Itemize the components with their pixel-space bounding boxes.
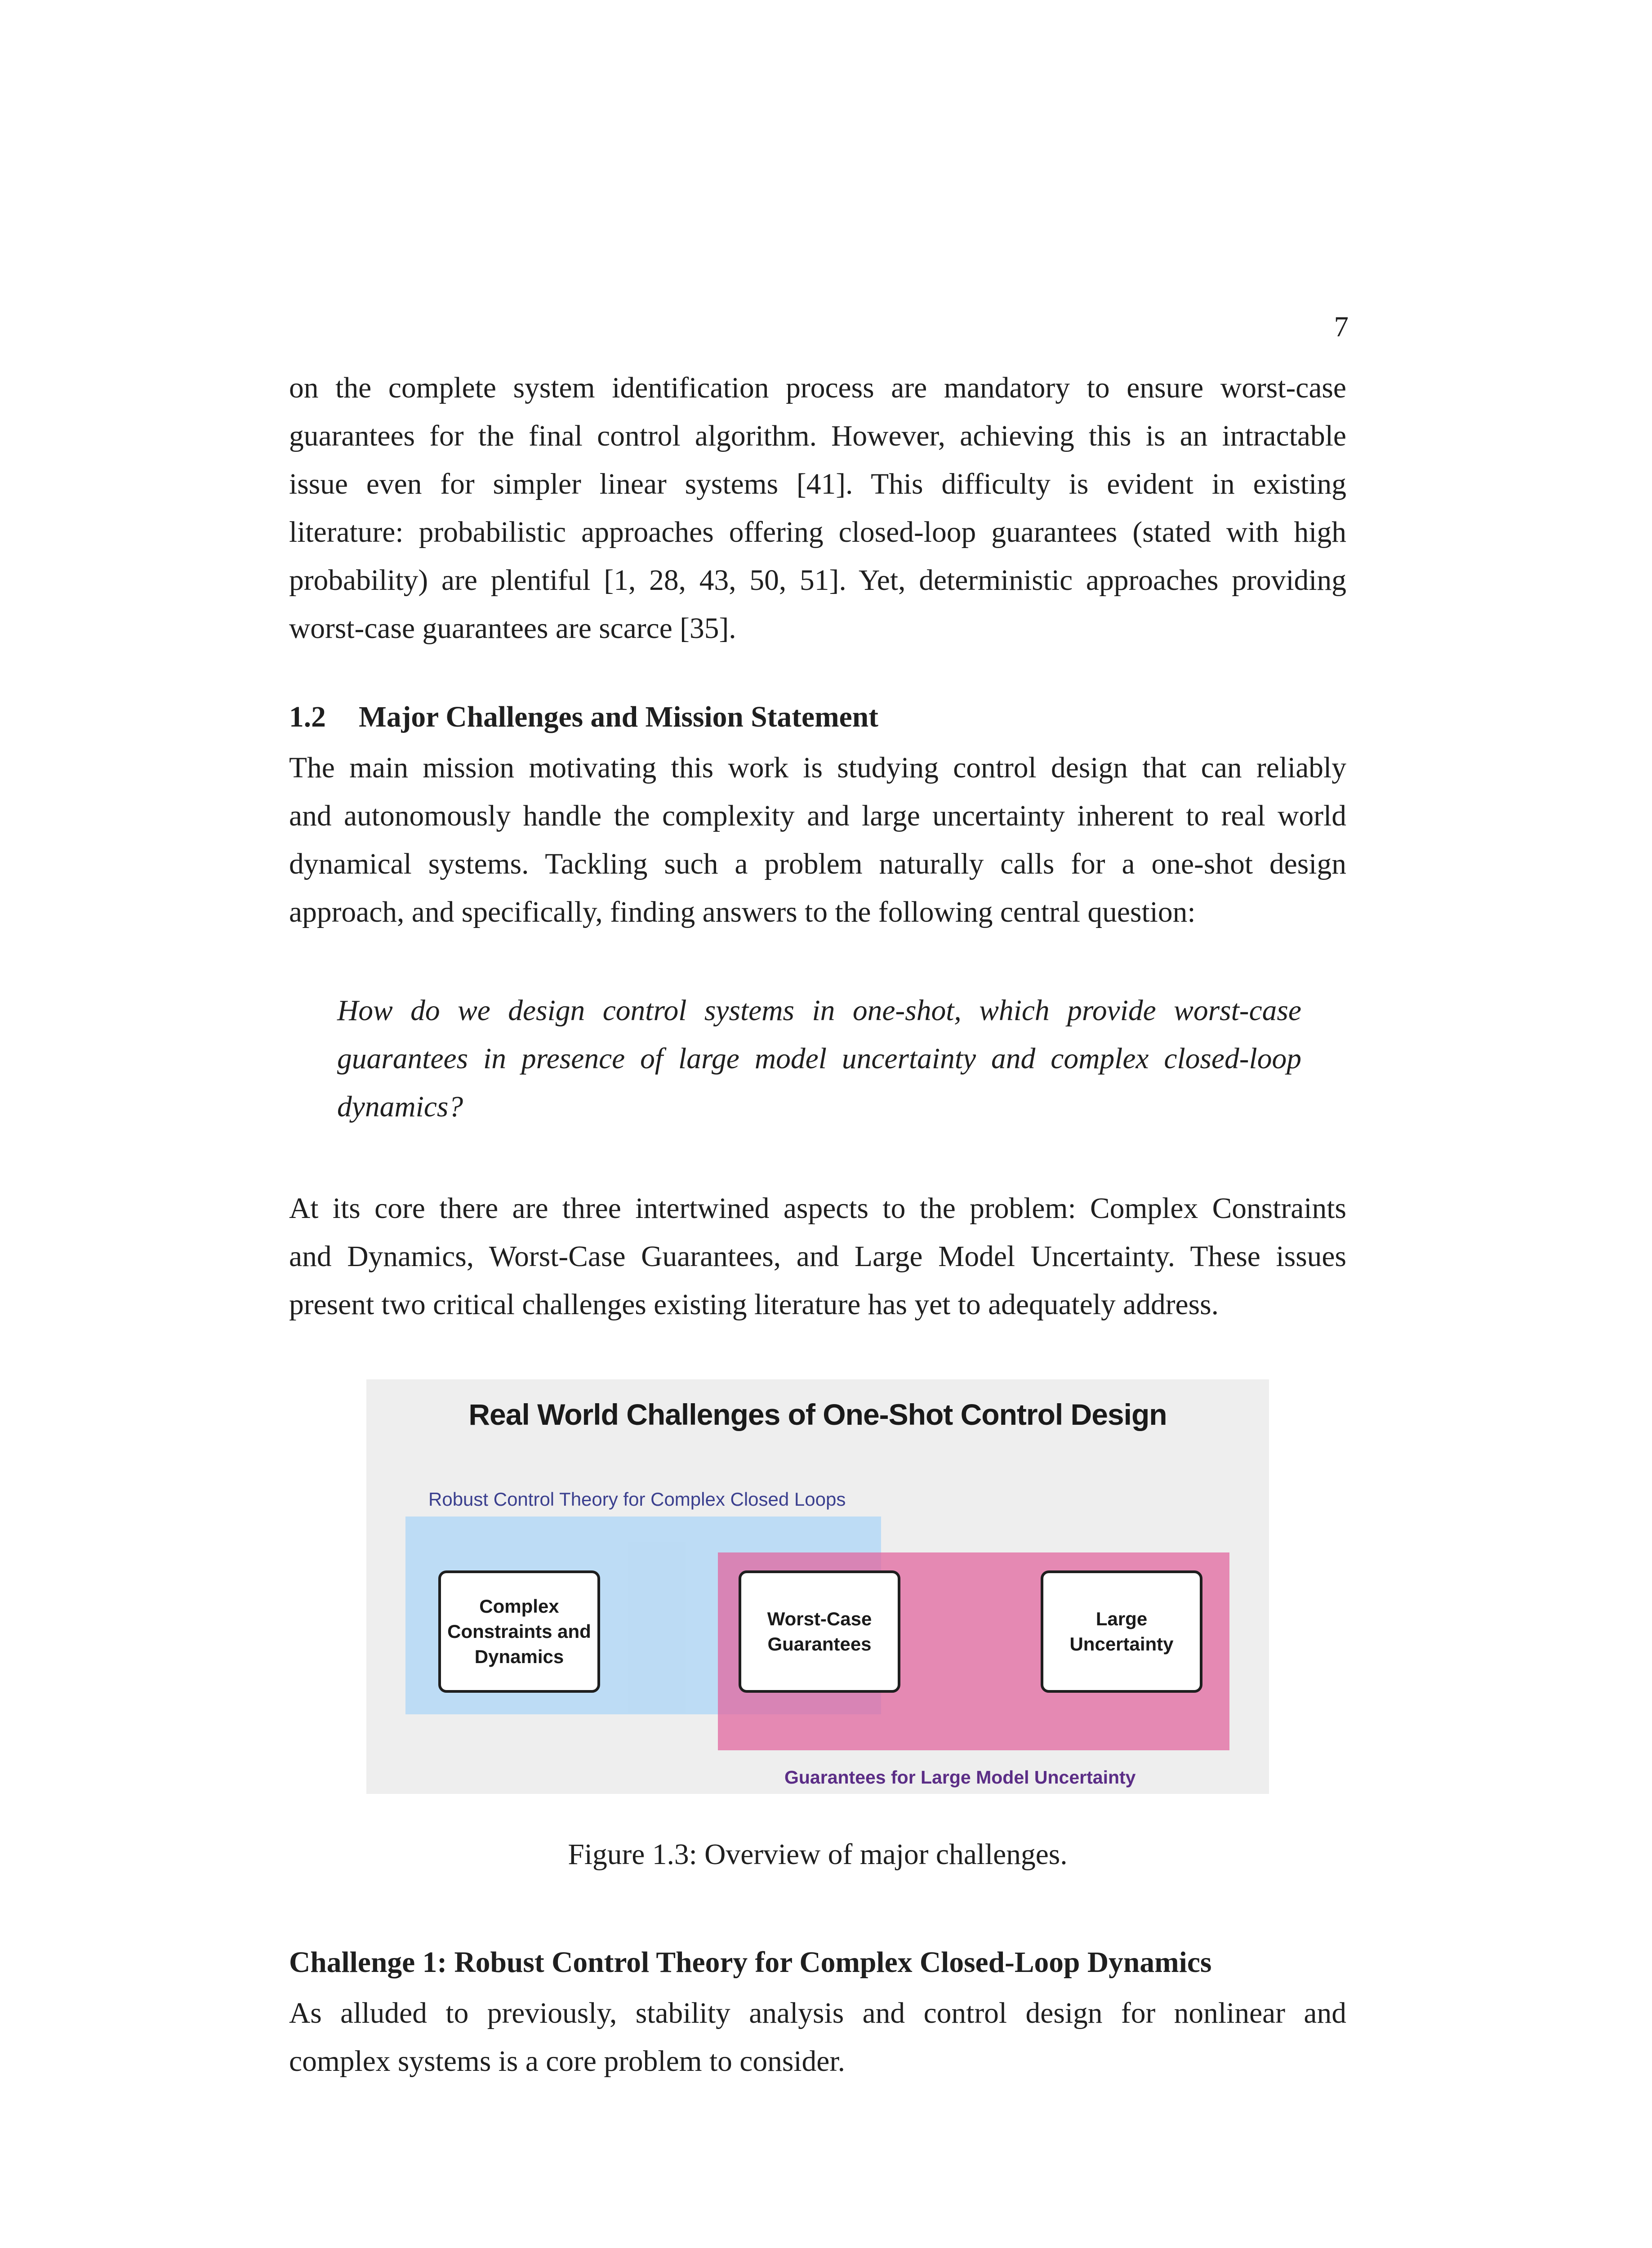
question-line: guarantees in presence of large model uncertainty and complex closed-loop xyxy=(337,1043,1301,1075)
section-number: 1.2 xyxy=(289,701,326,733)
paragraph-line: As alluded to previously, stability analysis and control design for nonlinear and xyxy=(289,1997,1346,2029)
box-label: Worst-Case Guarantees xyxy=(767,1608,872,1655)
paragraph-line: complex systems is a core problem to consider. xyxy=(289,2045,845,2078)
mission-paragraph xyxy=(289,744,1346,937)
central-question xyxy=(337,987,1301,1131)
paragraph-line: issue even for simpler linear systems [41]. This difficulty is evident in existing xyxy=(289,468,1346,500)
blue-region-label: Robust Control Theory for Complex Closed Loops xyxy=(428,1489,846,1510)
challenge-paragraph xyxy=(289,1989,1346,2086)
box-label: Large Uncertainty xyxy=(1069,1608,1174,1655)
challenge-heading: Challenge 1: Robust Control Theory for Complex Closed-Loop Dynamics xyxy=(289,1946,1212,1979)
paragraph-line: guarantees for the final control algorithm. However, achieving this is an intractable xyxy=(289,420,1346,452)
question-line: dynamics? xyxy=(337,1091,463,1123)
core-paragraph xyxy=(289,1185,1346,1329)
paragraph-line: literature: probabilistic approaches offering closed-loop guarantees (stated with high xyxy=(289,516,1346,549)
paragraph-line: At its core there are three intertwined aspects to the problem: Complex Constraints xyxy=(289,1192,1346,1225)
figure-title: Real World Challenges of One-Shot Control Design xyxy=(468,1398,1167,1431)
figure-caption: Figure 1.3: Overview of major challenges. xyxy=(568,1838,1068,1871)
section-title: Major Challenges and Mission Statement xyxy=(359,701,878,733)
paragraph-line: and Dynamics, Worst-Case Guarantees, and Large Model Uncertainty. These issues xyxy=(289,1240,1346,1273)
challenges-figure xyxy=(366,1379,1269,1794)
question-line: How do we design control systems in one-shot, which provide worst-case xyxy=(337,995,1301,1027)
page-number: 7 xyxy=(1334,311,1349,343)
paragraph-line: dynamical systems. Tackling such a problem naturally calls for a one-shot design xyxy=(289,848,1346,880)
paragraph-line: probability) are plentiful [1, 28, 43, 50, 51]. Yet, deterministic approaches providing xyxy=(289,564,1346,597)
paragraph-line: worst-case guarantees are scarce [35]. xyxy=(289,612,736,645)
worst-case-guarantees-box xyxy=(739,1570,900,1693)
complex-constraints-box xyxy=(438,1570,600,1693)
large-uncertainty-box xyxy=(1041,1570,1202,1693)
paragraph-line: on the complete system identification process are mandatory to ensure worst-case xyxy=(289,372,1346,404)
paragraph-line: The main mission motivating this work is studying control design that can reliably xyxy=(289,752,1346,784)
paragraph-line: and autonomously handle the complexity and large uncertainty inherent to real world xyxy=(289,800,1346,832)
paragraph-line: present two critical challenges existing literature has yet to adequately address. xyxy=(289,1289,1219,1321)
section-heading xyxy=(289,695,878,740)
pink-region-label: Guarantees for Large Model Uncertainty xyxy=(784,1767,1136,1788)
intro-paragraph xyxy=(289,364,1346,653)
paragraph-line: approach, and specifically, finding answers to the following central question: xyxy=(289,896,1196,928)
box-label: Complex Constraints and Dynamics xyxy=(447,1596,591,1667)
